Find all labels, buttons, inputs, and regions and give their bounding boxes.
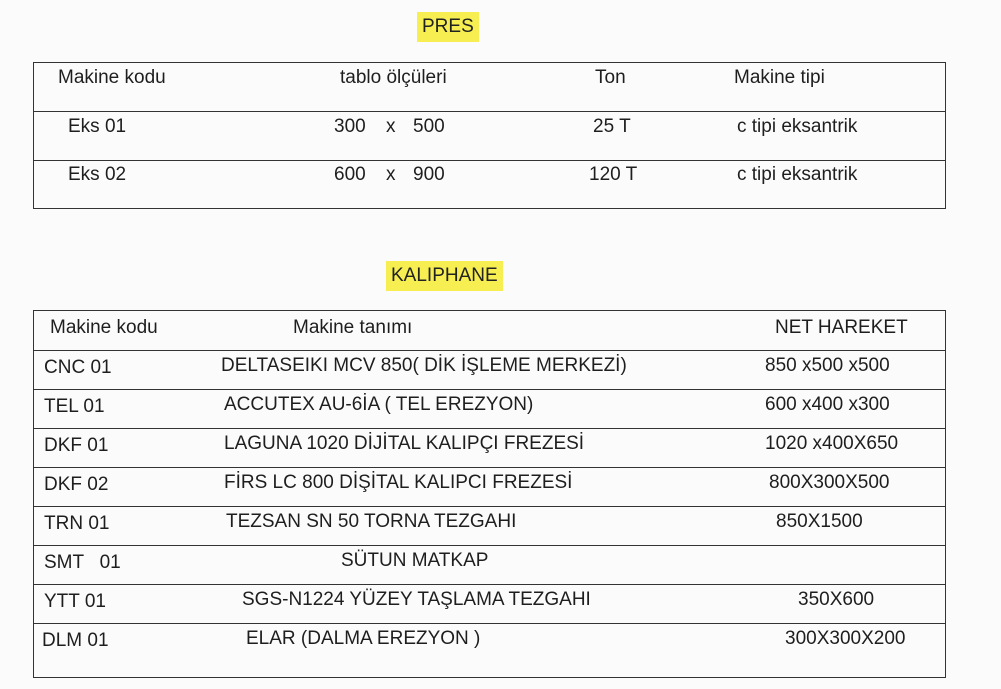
table-times: x [386, 164, 396, 185]
machine-code: SMT 01 [44, 552, 121, 573]
machine-description: FİRS LC 800 DİŞİTAL KALIPCI FREZESİ [224, 472, 573, 493]
table-times: x [386, 116, 396, 137]
machine-code: TRN 01 [44, 513, 110, 534]
col-header-tablo-olculeri: tablo ölçüleri [340, 67, 447, 88]
net-travel: 300X300X200 [785, 628, 906, 649]
table-width: 300 [334, 116, 366, 137]
net-travel: 350X600 [798, 589, 875, 610]
table-row [34, 546, 945, 585]
table-row [34, 585, 945, 624]
machine-code: TEL 01 [44, 396, 105, 417]
kaliphane-heading: KALIPHANE [386, 261, 503, 291]
machine-code: DLM 01 [42, 630, 109, 651]
machine-description: DELTASEIKI MCV 850( DİK İŞLEME MERKEZİ) [221, 355, 627, 376]
table-row [34, 351, 945, 390]
col-header-ton: Ton [595, 67, 626, 88]
net-travel: 800X300X500 [769, 472, 890, 493]
machine-description: TEZSAN SN 50 TORNA TEZGAHI [226, 511, 517, 532]
table-row [34, 390, 945, 429]
machine-description: SÜTUN MATKAP [341, 550, 489, 571]
col-header-makine-tipi: Makine tipi [734, 67, 825, 88]
pres-table [33, 62, 946, 209]
machine-code: CNC 01 [44, 357, 112, 378]
net-travel: 1020 x400X650 [765, 433, 899, 454]
table-row [34, 429, 945, 468]
table-header-row [34, 63, 945, 112]
machine-code: Eks 01 [68, 116, 127, 137]
table-row [34, 112, 945, 161]
machine-type: c tipi eksantrik [737, 116, 858, 137]
pres-heading: PRES [417, 12, 479, 42]
col-header-net-hareket: NET HAREKET [775, 317, 908, 338]
tonnage: 120 T [589, 164, 638, 185]
machine-code: YTT 01 [44, 591, 106, 612]
machine-code: Eks 02 [68, 164, 127, 185]
tonnage: 25 T [593, 116, 631, 137]
net-travel: 850X1500 [776, 511, 863, 532]
col-header-makine-kodu: Makine kodu [58, 67, 166, 88]
machine-description: LAGUNA 1020 DİJİTAL KALIPÇI FREZESİ [224, 433, 585, 454]
net-travel: 600 x400 x300 [765, 394, 890, 415]
machine-code: DKF 01 [44, 435, 109, 456]
machine-description: SGS-N1224 YÜZEY TAŞLAMA TEZGAHI [242, 589, 591, 610]
table-length: 900 [413, 164, 445, 185]
table-row [34, 507, 945, 546]
table-row [34, 468, 945, 507]
table-header-row [34, 311, 945, 351]
col-header-makine-kodu: Makine kodu [50, 317, 158, 338]
table-row [34, 161, 945, 209]
kaliphane-table [33, 310, 946, 678]
table-row [34, 624, 945, 678]
col-header-makine-tanimi: Makine tanımı [293, 317, 413, 338]
machine-description: ELAR (DALMA EREZYON ) [246, 628, 481, 649]
machine-type: c tipi eksantrik [737, 164, 858, 185]
table-width: 600 [334, 164, 366, 185]
net-travel: 850 x500 x500 [765, 355, 890, 376]
table-length: 500 [413, 116, 445, 137]
machine-description: ACCUTEX AU-6İA ( TEL EREZYON) [224, 394, 534, 415]
machine-code: DKF 02 [44, 474, 109, 495]
